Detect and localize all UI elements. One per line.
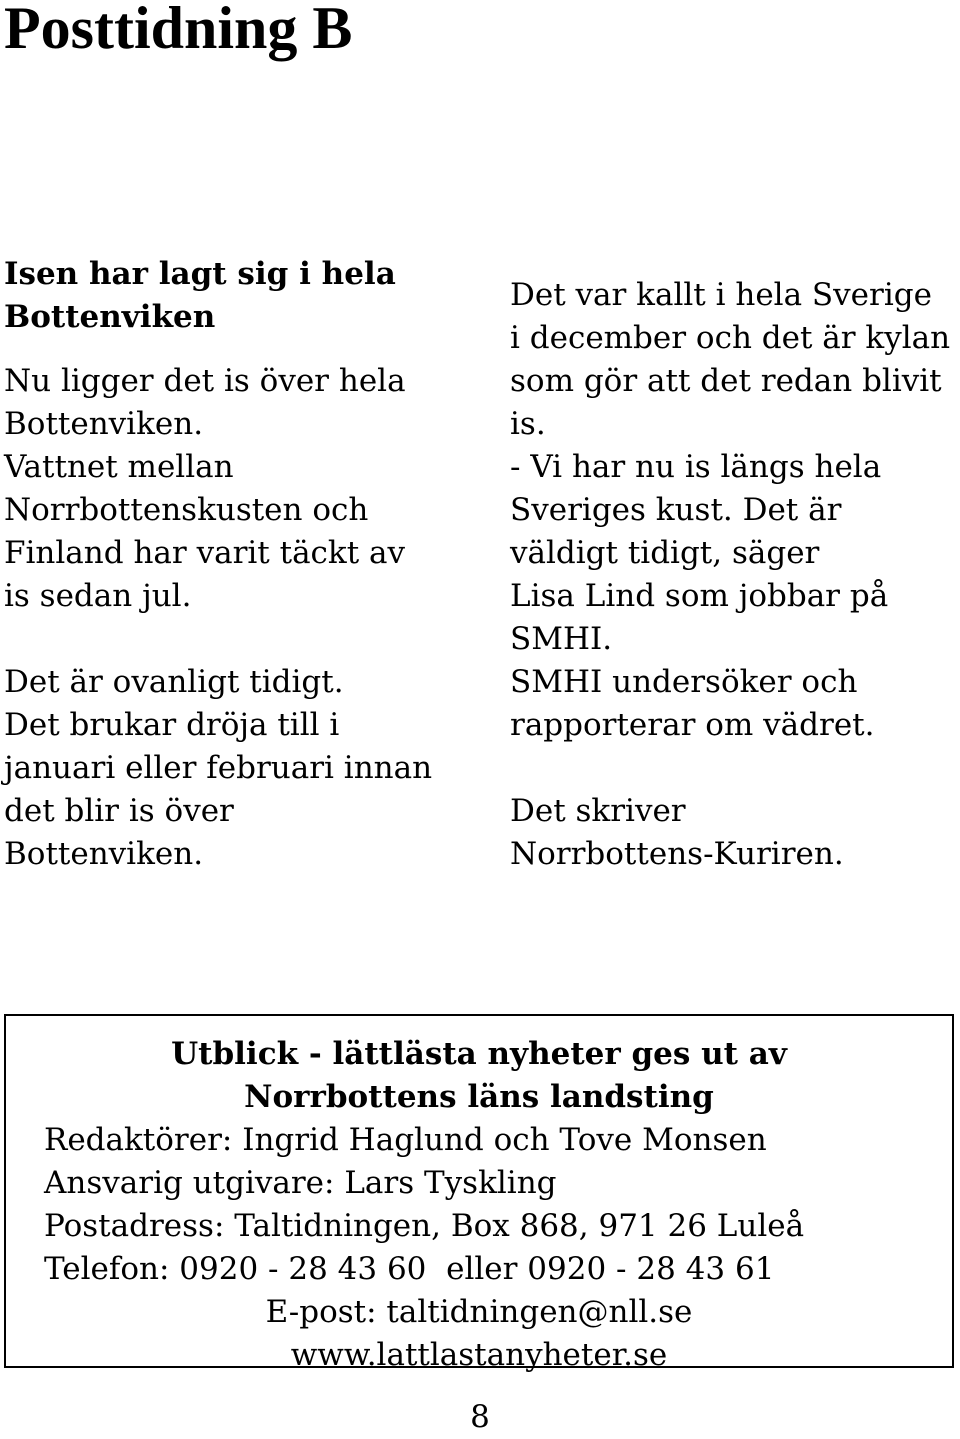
article-text-line: Det brukar dröja till i: [4, 707, 340, 743]
article-text-line: rapporterar om vädret.: [510, 707, 875, 743]
article-left-column: [4, 253, 474, 876]
article-text-line: Det skriver: [510, 793, 686, 829]
article-text-line: januari eller februari innan: [4, 750, 433, 786]
article-heading-line: Isen har lagt sig i hela: [4, 256, 396, 292]
colophon-phone: Telefon: 0920 - 28 43 60 eller 0920 - 28 43 61: [44, 1251, 775, 1287]
colophon-email: E-post: taltidningen@nll.se: [265, 1294, 693, 1330]
article-text-line: Sveriges kust. Det är: [510, 492, 842, 528]
article-text-line: som gör att det redan blivit: [510, 363, 942, 399]
article-text-line: i december och det är kylan: [510, 320, 951, 356]
article-text-line: - Vi har nu is längs hela: [510, 449, 882, 485]
article-text-line: Det är ovanligt tidigt.: [4, 664, 344, 700]
article-text-line: Norrbottenskusten och: [4, 492, 369, 528]
article-text-line: Vattnet mellan: [4, 449, 234, 485]
article-right-column: [510, 274, 960, 876]
colophon-heading-line: Norrbottens läns landsting: [244, 1079, 714, 1115]
article-text-line: Norrbottens-Kuriren.: [510, 836, 844, 872]
article-text-line: Det var kallt i hela Sverige: [510, 277, 932, 313]
article-text-line: Finland har varit täckt av: [4, 535, 406, 571]
article-text-line: SMHI undersöker och: [510, 664, 858, 700]
article-text-line: det blir is över: [4, 793, 234, 829]
article-text-line: Lisa Lind som jobbar på: [510, 578, 889, 614]
colophon-website: www.lattlastanyheter.se: [290, 1337, 668, 1373]
article-text-line: is.: [510, 406, 546, 442]
article-text-line: Bottenviken.: [4, 406, 204, 442]
article-text-line: väldigt tidigt, säger: [510, 535, 820, 571]
article-text-line: is sedan jul.: [4, 578, 192, 614]
page-number: 8: [470, 1399, 490, 1435]
colophon-editors: Redaktörer: Ingrid Haglund och Tove Monsen: [44, 1122, 767, 1158]
article-text-line: SMHI.: [510, 621, 613, 657]
colophon-box: [4, 1014, 954, 1373]
colophon-publisher: Ansvarig utgivare: Lars Tyskling: [44, 1165, 557, 1201]
article-heading-line: Bottenviken: [4, 299, 216, 335]
colophon-heading-line: Utblick - lättlästa nyheter ges ut av: [171, 1036, 787, 1072]
page-title: Posttidning B: [4, 0, 353, 61]
colophon-address: Postadress: Taltidningen, Box 868, 971 26 Luleå: [44, 1208, 805, 1244]
article-text-line: Bottenviken.: [4, 836, 204, 872]
article-text-line: Nu ligger det is över hela: [4, 363, 406, 399]
